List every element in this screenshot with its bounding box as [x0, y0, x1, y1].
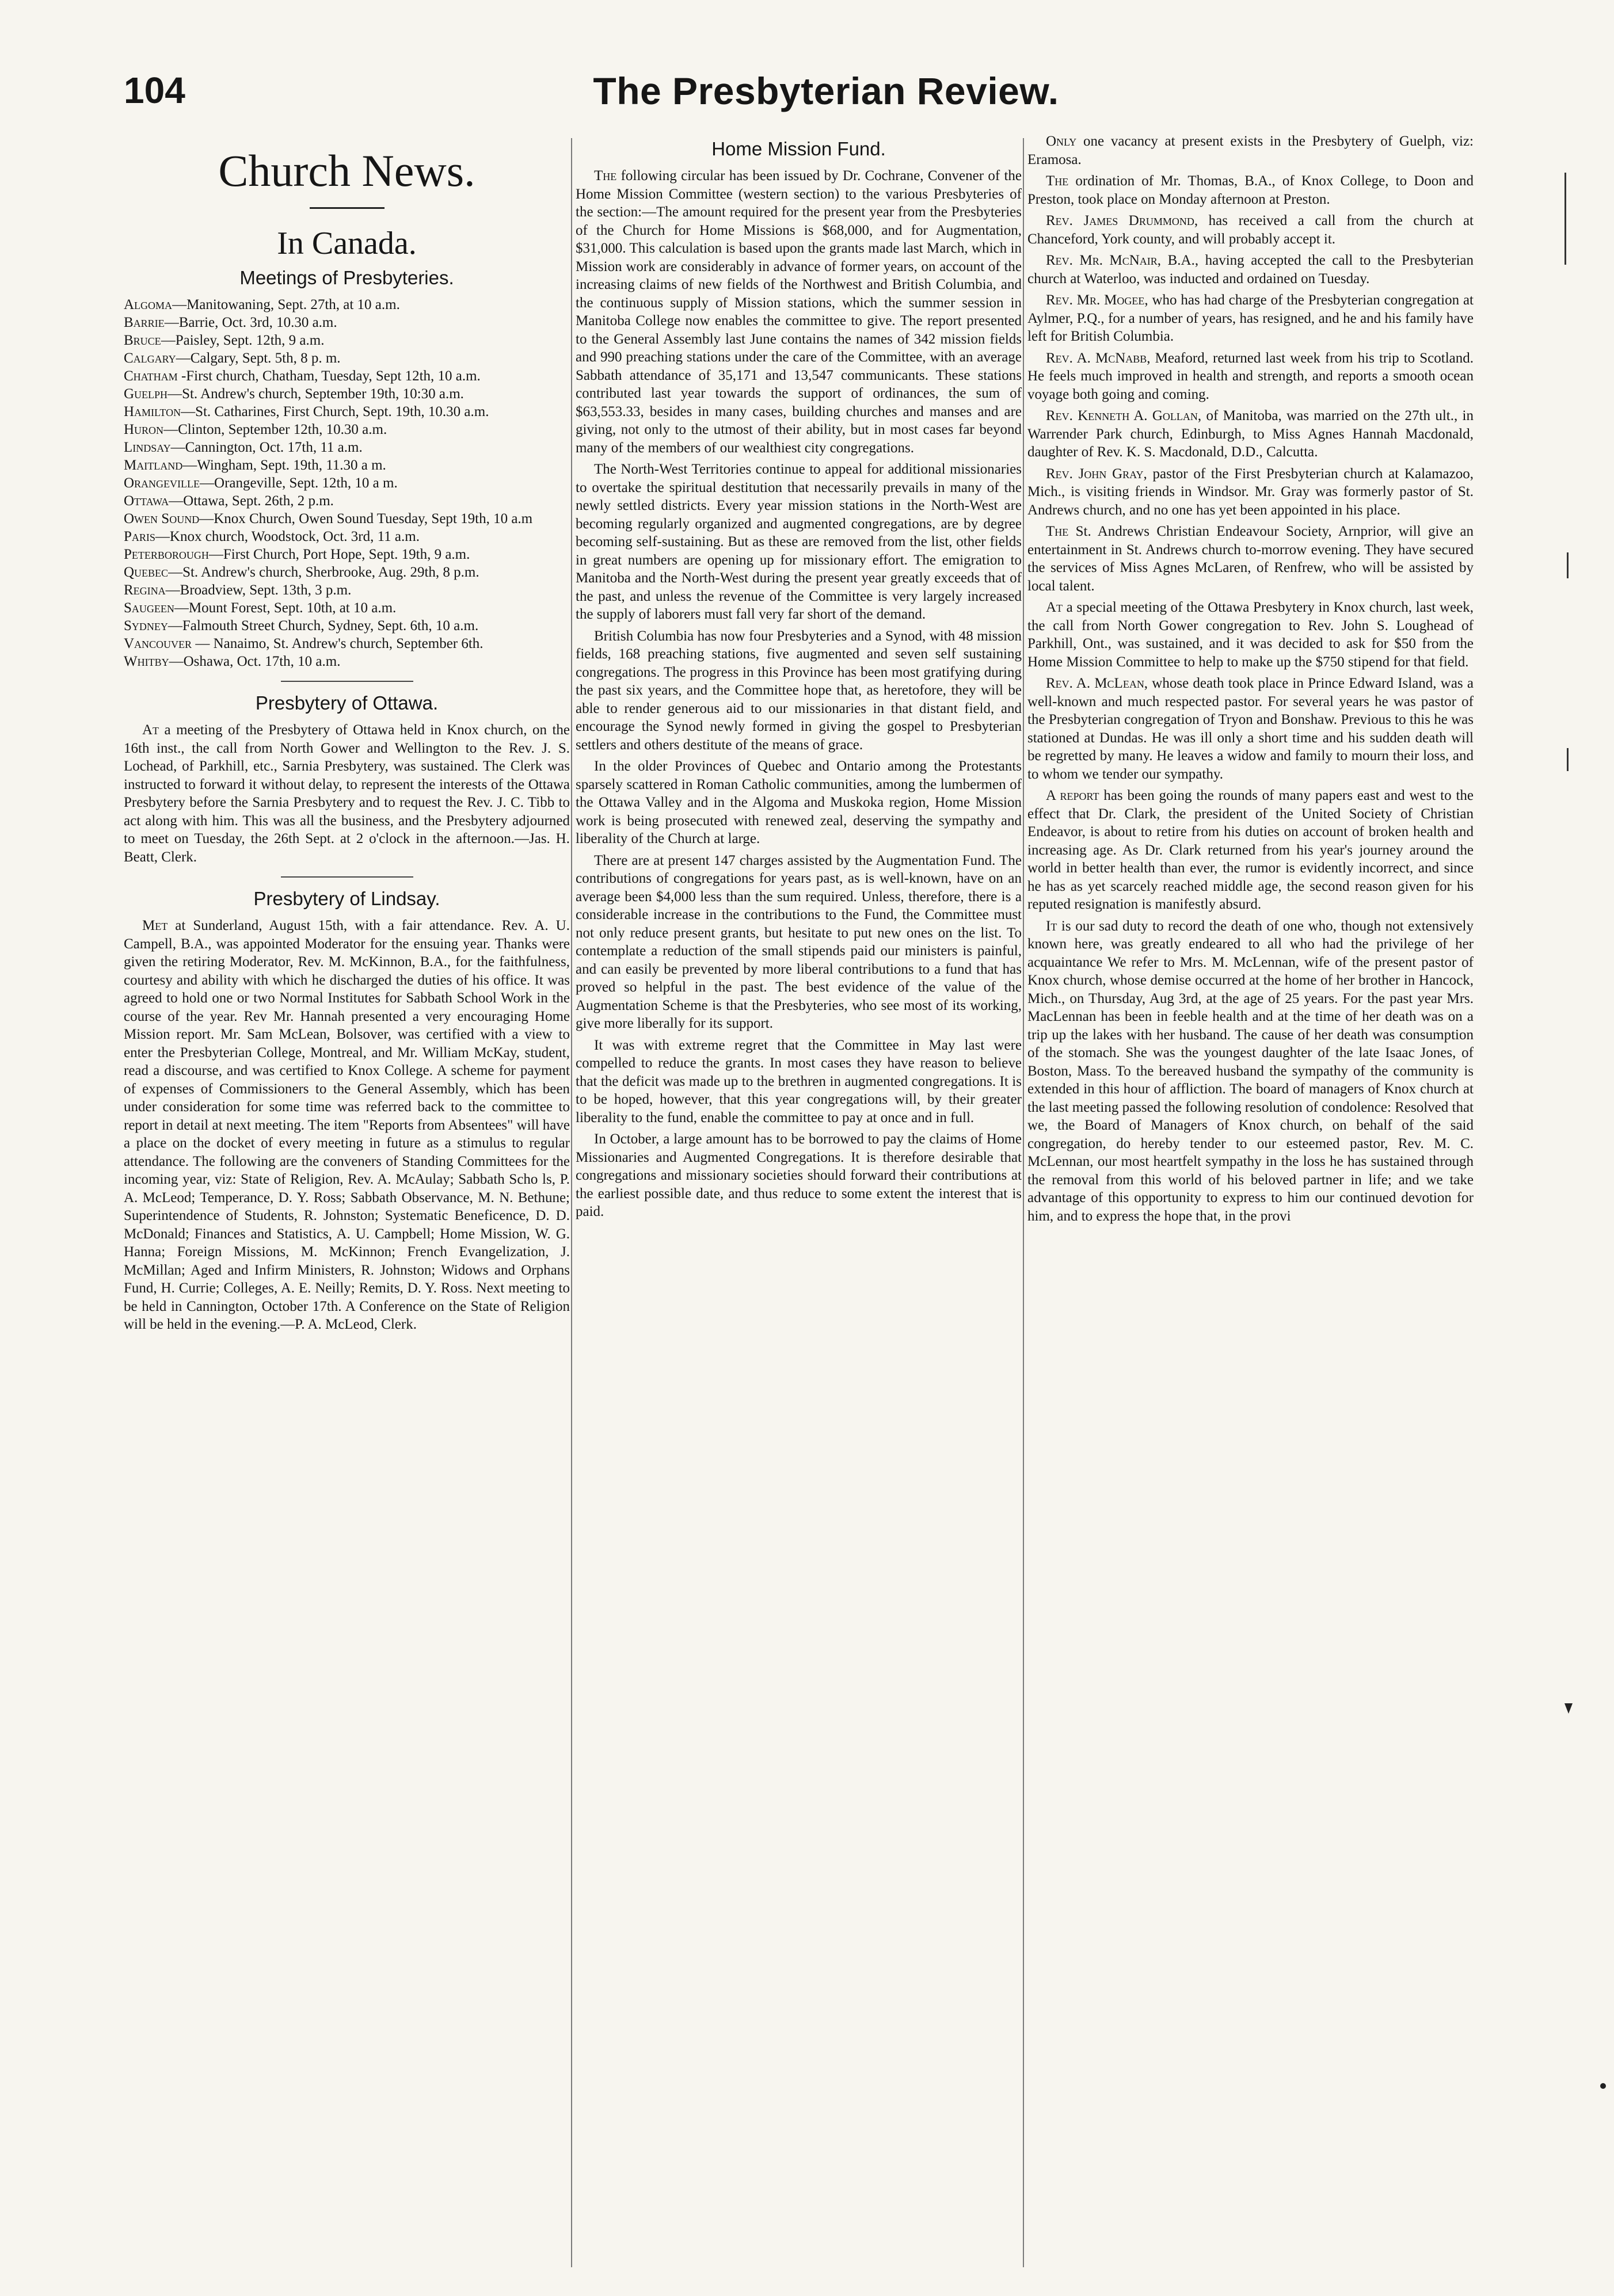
running-head	[124, 69, 1528, 127]
presbytery-name: Hamilton	[124, 404, 181, 420]
article-body: at Sunderland, August 15th, with a fair attendance. Rev. A. U. Campell, B.A., was appointed Moderator for the ensuing year. Thanks were given the retiring Moderator, Rev. M. McKinnon, B.A., for the faithfulness, courtesy and ability with which he discharged the duties of his office. It was agreed to hold one or two Normal Institutes for Sabbath School Work in the course of the year. Rev Mr. Hannah presented a very encouraging Home Mission report. Mr. Sam McLean, Bolsover, was certified with a view to enter the Presbyterian College, Montreal, and Mr. William McKay, student, read a discourse, and was certified to Knox College. A scheme for payment of expenses of Commissioners to the General Assembly, which has been under consideration for some time was referred back to the committee to report in detail at next meeting. The item "Reports from Absentees" will have a place on the docket of every meeting in future as a stimulus to regular attendance. The following are the conveners of Standing Committees for the incoming year, viz: State of Religion, Rev. A. McAulay; Sabbath Scho ls, P. A. McLeod; Temperance, D. Y. Ross; Sabbath Observance, M. N. Bethune; Superintendence of Students, R. Johnston; Systematic Beneficence, D. D. McDonald; Finances and Statistics, A. U. Campbell; Home Mission, W. G. Hanna; Foreign Missions, M. McKinnon; French Evangelization, J. McMillan; Aged and Infirm Ministers, R. Johnston; Widows and Orphans Fund, H. Currie; Colleges, A. E. Neilly; Remits, D. Y. Ross. Next meeting to be held in Cannington, October 17th. A Conference on the State of Religion will be held in the evening.—P. A. McLeod, Clerk.	[124, 918, 570, 1333]
presbytery-name: Algoma	[124, 297, 173, 313]
lead-in: Rev. Mr. Mogee,	[1046, 292, 1148, 308]
meeting-entry	[124, 563, 570, 581]
lead-in: Rev. John Gray,	[1046, 466, 1147, 482]
meetings-heading: Meetings of Presbyteries.	[239, 267, 454, 289]
column-1	[124, 132, 570, 2273]
meeting-details: —Barrie, Oct. 3rd, 10.30 a.m.	[164, 315, 337, 331]
presbytery-name: Vancouver	[124, 636, 192, 652]
meeting-entry	[124, 331, 570, 349]
presbytery-name: Lindsay	[124, 440, 171, 456]
meeting-details: —Ottawa, Sept. 26th, 2 p.m.	[169, 493, 334, 509]
lead-in: At	[142, 722, 159, 738]
presbytery-name: Sydney	[124, 618, 168, 634]
meeting-entry	[124, 438, 570, 456]
meeting-details: —St. Andrew's church, Sherbrooke, Aug. 29th, 8 p.m.	[168, 565, 479, 581]
meeting-entry	[124, 635, 570, 653]
article-divider	[281, 876, 413, 878]
lead-in: The	[594, 168, 617, 184]
meeting-entry	[124, 349, 570, 367]
presbytery-name: Maitland	[124, 457, 183, 474]
news-paragraph	[1027, 407, 1474, 462]
journal-title: The Presbyterian Review.	[593, 70, 1059, 112]
news-paragraph	[576, 852, 1022, 1033]
paragraph-body: In the older Provinces of Quebec and Ontario among the Protestants sparsely scattered in Roman Catholic communities, among the lumbermen of the Ottawa Valley and in the Algoma and Muskoka region, Home Mission work is being prosecuted with renewed zeal, deserving the sympathy and liberality of the Church at large.	[576, 758, 1022, 846]
news-paragraph	[1027, 917, 1474, 1226]
news-paragraph	[1027, 465, 1474, 520]
paragraph-body: British Columbia has now four Presbyteries and a Synod, with 48 mission fields, 168 preaching stations, five augmented and seven self sustaining congregations. The progress in this Province has been most gratifying during the past six years, and the Committee hope that, as heretofore, they will be able to render generous aid to our missionaries in that distant field, and encourage the Synod newly formed in giving the gospel to Presbyterian settlers and others destitute of the means of grace.	[576, 628, 1022, 753]
news-paragraph	[576, 627, 1022, 754]
presbytery-name: Chatham	[124, 368, 178, 384]
presbytery-name: Quebec	[124, 565, 169, 581]
meeting-entry	[124, 474, 570, 492]
news-paragraph	[1027, 251, 1474, 288]
meeting-entry	[124, 653, 570, 670]
news-paragraph	[1027, 522, 1474, 595]
presbytery-name: Paris	[124, 529, 155, 545]
article-heading-lindsay: Presbytery of Lindsay.	[253, 888, 440, 910]
article-heading-home-mission: Home Mission Fund.	[711, 138, 886, 159]
meeting-details: —Knox church, Woodstock, Oct. 3rd, 11 a.m.	[155, 529, 420, 545]
news-paragraph	[1027, 787, 1474, 914]
presbytery-name: Saugeen	[124, 600, 174, 616]
paragraph-body: In October, a large amount has to be borrowed to pay the claims of Home Missionaries and Augmented Congregations. It is therefore desirable that congregations and missionary societies should forward their contributions at the earliest possible date, and thus reduce to some extent the interest that is paid.	[576, 1131, 1022, 1219]
news-paragraph	[576, 167, 1022, 457]
paragraph-body: whose death took place in Prince Edward Island, was a well-known and much respected pastor. For several years he was pastor of the Presbyterian congregation of Tryon and Bonshaw. Previous to this he was stationed at Dundas. He was ill only a short time and his sudden death will be regretted by many. He leaves a widow and family to mourn their loss, and to whom we tender our sympathy.	[1027, 676, 1474, 782]
news-paragraph	[1027, 132, 1474, 169]
column-rule	[1023, 138, 1024, 2267]
paragraph-body: following circular has been issued by Dr. Cochrane, Convener of the Home Mission Committee (western section) to the various Presbyteries of the section:—The amount required for the present year from the Presbyteries of the Church for Home Missions is $68,000, and for Augmentation, $31,000. This calculation is based upon the grants made last March, which in Mission work are considerably in advance of former years, on account of the increasing claims of new fields of the Northwest and British Columbia, and the continuous supply of Mission stations, which the summer session in Manitoba College now enables the committee to give. The report presented to the General Assembly last June contains the names of 342 mission fields and 990 preaching stations under the care of the Committee, with an average Sabbath attendance of 35,171 and 13,547 communicants. These stations contributed last year towards the support of ordinances, the sum of $63,553.33, besides in many cases, building churches and manses and are giving, not only to the utmost of their ability, but in most cases far beyond many of the members of our wealthiest city congregations.	[576, 168, 1022, 456]
margin-mark	[1600, 2083, 1606, 2089]
presbytery-name: Huron	[124, 422, 164, 438]
section-title: Church News.	[218, 146, 475, 196]
meeting-details: -First church, Chatham, Tuesday, Sept 12th, 10 a.m.	[177, 368, 481, 384]
presbytery-name: Ottawa	[124, 493, 169, 509]
news-paragraph	[1027, 674, 1474, 783]
news-items	[1027, 132, 1474, 1225]
meeting-entry	[124, 367, 570, 385]
meeting-entry	[124, 528, 570, 546]
meeting-details: —Orangeville, Sept. 12th, 10 a m.	[200, 475, 398, 491]
paragraph-body: who has had charge of the Presbyterian congregation at Aylmer, P.Q., for a number of years, has resigned, and he and his family have left for British Columbia.	[1027, 292, 1474, 344]
presbytery-name: Peterborough	[124, 547, 209, 563]
margin-mark	[1567, 552, 1569, 578]
meeting-details: —St. Catharines, First Church, Sept. 19th, 10.30 a.m.	[181, 404, 489, 420]
presbytery-name: Guelph	[124, 386, 168, 402]
meeting-entry	[124, 296, 570, 314]
article-home-mission	[576, 167, 1022, 1221]
meeting-details: —Falmouth Street Church, Sydney, Sept. 6th, 10 a.m.	[168, 618, 479, 634]
news-paragraph	[576, 460, 1022, 624]
lead-in: Rev. James Drummond,	[1046, 213, 1198, 228]
lead-in: Met	[142, 918, 168, 934]
meeting-entry	[124, 581, 570, 599]
news-paragraph	[576, 757, 1022, 848]
news-paragraph	[1027, 212, 1474, 248]
news-paragraph	[1027, 291, 1474, 346]
margin-mark	[1564, 1703, 1573, 1714]
meeting-entry	[124, 403, 570, 421]
lead-in: The	[1046, 524, 1069, 539]
meeting-details: —Mount Forest, Sept. 10th, at 10 a.m.	[174, 600, 397, 616]
paragraph-body: one vacancy at present exists in the Presbytery of Guelph, viz: Eramosa.	[1027, 134, 1474, 167]
article-lindsay	[124, 917, 570, 1334]
paragraph-body: ordination of Mr. Thomas, B.A., of Knox College, to Doon and Preston, took place on Monday afternoon at Preston.	[1027, 173, 1474, 207]
paragraph-body: The North-West Territories continue to appeal for additional missionaries to overtake the spiritual destitution that necessarily prevails in many of the newly settled districts. Every year mission stations in the North-West are becoming regularly organized and augmented congregations, are by degree becoming self-sustaining. But as these are removed from the list, other fields in great numbers are opening up for missionary effort. The emigration to Manitoba and the North-West during the present year greatly exceeds that of the past, and unless the revenue of the Committee is very largely increased the supply of laborers must fall very far short of the demand.	[576, 462, 1022, 622]
meeting-entry	[124, 492, 570, 510]
meeting-entry	[124, 546, 570, 563]
meeting-details: —Cannington, Oct. 17th, 11 a.m.	[170, 440, 363, 456]
paragraph-body: It was with extreme regret that the Committee in May last were compelled to reduce the grants. In most cases they have reason to believe that the deficit was made up to the brethren in augmented congregations. It is to be hoped, however, that this year congregations will, by their greater liberality to the fund, enable the committee to pay at once and in full.	[576, 1037, 1022, 1126]
meeting-entry	[124, 617, 570, 635]
presbytery-name: Regina	[124, 582, 166, 598]
lead-in: A report	[1046, 788, 1099, 803]
meeting-entry	[124, 314, 570, 331]
meeting-details: —Oshawa, Oct. 17th, 10 a.m.	[169, 654, 341, 670]
article-ottawa	[124, 721, 570, 866]
news-paragraph	[1027, 172, 1474, 208]
column-2	[576, 132, 1022, 2273]
meeting-details: —Wingham, Sept. 19th, 11.30 a m.	[182, 457, 386, 474]
paragraph-body: pastor of the First Presbyterian church at Kalamazoo, Mich., is visiting friends in Windsor. Mr. Gray was formerly pastor of St. Andrews church, and no one has yet been appointed in his place.	[1027, 466, 1474, 518]
meetings-list	[124, 296, 570, 670]
news-paragraph	[576, 1130, 1022, 1221]
meeting-details: —Manitowaning, Sept. 27th, at 10 a.m.	[172, 297, 400, 313]
presbytery-name: Bruce	[124, 333, 161, 349]
meeting-entry	[124, 510, 570, 528]
lead-in: It	[1046, 918, 1057, 934]
paragraph-body: B.A., having accepted the call to the Presbyterian church at Waterloo, was inducted and ordained on Tuesday.	[1027, 253, 1474, 287]
meeting-details: —First Church, Port Hope, Sept. 19th, 9 a.m.	[208, 547, 470, 563]
subsection-title: In Canada.	[277, 225, 417, 261]
presbytery-name: Whitby	[124, 654, 169, 670]
news-paragraph	[1027, 349, 1474, 404]
meeting-details: —Paisley, Sept. 12th, 9 a.m.	[161, 333, 325, 349]
meeting-details: —Clinton, September 12th, 10.30 a.m.	[163, 422, 387, 438]
column-3	[1027, 132, 1474, 2273]
meeting-entry	[124, 385, 570, 403]
article-heading-ottawa: Presbytery of Ottawa.	[255, 692, 439, 714]
paragraph-body: has been going the rounds of many papers east and west to the effect that Dr. Clark, the president of the United Society of Christian Endeavor, is about to retire from his duties on account of broken health and increasing age. As Dr. Clark returned from his year's journey around the world in better health than ever, the rumor is evidently incorrect, and since he has as yet scarcely reached middle age, the second reason given for his reputed resignation is manifestly absurd.	[1027, 788, 1474, 912]
paragraph-body: There are at present 147 charges assisted by the Augmentation Fund. The contributions of congregations for years past, as is well-known, have on an average been $4,000 less than the sum required. Unless, therefore, there is a considerable increase in the contributions to the Fund, the Committee must not only reduce present grants, but hesitate to put new ones on the list. To contemplate a reduction of the small stipends paid our ministers is painful, and can easily be prevented by more liberal contributions to a fund that has proved so helpful in the past. The best evidence of the value of the Augmentation Scheme is that the Presbyteries, who see most of its working, give more liberally for its support.	[576, 852, 1022, 1031]
meeting-details: —Knox Church, Owen Sound Tuesday, Sept 19th, 10 a.m	[199, 511, 533, 527]
presbytery-name: Owen Sound	[124, 511, 200, 527]
lead-in: Rev. Mr. McNair,	[1046, 253, 1162, 268]
news-paragraph	[576, 1036, 1022, 1127]
paragraph-body: is our sad duty to record the death of one who, though not extensively known here, was greatly endeared to all who had the privilege of her acquaintance We refer to Mrs. M. McLennan, wife of the present pastor of Knox church, whose demise occurred at the home of her brother in Hancock, Mich., on Thursday, Aug 3rd, at the age of 25 years. For the past year Mrs. MacLennan has been in feeble health and at the time of her death was on a trip up the lakes with her husband. The cause of her death was consumption of the stomach. She was the youngest daughter of the late Isaac Jones, of Boston, Mass. To the bereaved husband the sympathy of the community is extended in this hour of affliction. The board of managers of Knox church at the last meeting passed the following resolution of condolence: Resolved that we, the Board of Managers of Knox church, on behalf of the said congregation, do hereby tender to our esteemed pastor, Rev. M. C. McLennan, our most heartfelt sympathy in the loss he has sustained through the removal from this world of his beloved partner in life; and we take advantage of this opportunity to express to him our continued devotion for him, and to express the hope that, in the provi	[1027, 918, 1474, 1224]
presbytery-name: Orangeville	[124, 475, 200, 491]
paragraph-body: St. Andrews Christian Endeavour Society, Arnprior, will give an entertainment in St. Andrews church to-morrow evening. They have secured the services of Miss Agnes McLaren, of Renfrew, who will be assisted by local talent.	[1027, 524, 1474, 594]
lead-in: Rev. A. McLean,	[1046, 676, 1148, 691]
lead-in: Rev. Kenneth A. Gollan,	[1046, 408, 1202, 424]
paragraph-body: Meaford, returned last week from his trip to Scotland. He feels much improved in health and strength, and reports a smooth ocean voyage both going and coming.	[1027, 350, 1474, 402]
article-divider	[281, 681, 413, 682]
lead-in: At	[1046, 600, 1063, 615]
article-body: a meeting of the Presbytery of Ottawa held in Knox church, on the 16th inst., the call from North Gower and Wellington to the Rev. J. S. Lochead, of Parkhill, etc., Sarnia Presbytery, was sustained. The Clerk was instructed to forward it without delay, to represent the interests of the Ottawa Presbytery before the Sarnia Presbytery and to request the Rev. J. C. Tibb to act along with him. This was all the business, and the Presbytery adjourned to meet on Tuesday, the 26th Sept. at 2 o'clock in the afternoon.—Jas. H. Beatt, Clerk.	[124, 722, 570, 865]
meeting-details: —Calgary, Sept. 5th, 8 p. m.	[176, 350, 341, 367]
presbytery-name: Calgary	[124, 350, 176, 367]
margin-mark	[1567, 748, 1569, 771]
column-rule	[571, 138, 572, 2267]
meeting-entry	[124, 456, 570, 474]
presbytery-name: Barrie	[124, 315, 165, 331]
meeting-details: —St. Andrew's church, September 19th, 10:30 a.m.	[168, 386, 464, 402]
meeting-entry	[124, 599, 570, 617]
lead-in: Only	[1046, 134, 1077, 149]
meeting-details: —Broadview, Sept. 13th, 3 p.m.	[165, 582, 352, 598]
news-paragraph	[1027, 598, 1474, 671]
margin-mark	[1564, 173, 1566, 265]
paragraph-body: has received a call from the church at Chanceford, York county, and will probably accept it.	[1027, 213, 1474, 247]
paragraph-body: of Manitoba, was married on the 27th ult., in Warrender Park church, Edinburgh, to Miss Agnes Hannah Macdonald, daughter of Rev. K. S. Macdonald, D.D., Calcutta.	[1027, 408, 1474, 460]
page-number: 104	[124, 70, 185, 111]
meeting-details: — Nanaimo, St. Andrew's church, September 6th.	[192, 636, 484, 652]
section-divider	[310, 207, 385, 209]
meeting-entry	[124, 421, 570, 438]
lead-in: Rev. A. McNabb,	[1046, 350, 1151, 366]
paragraph-body: a special meeting of the Ottawa Presbytery in Knox church, last week, the call from North Gower congregation to Rev. John S. Loughead of Parkhill, Ont., was sustained, and it was decided to ask for $50 from the Home Mission Committee to help to make up the $750 stipend for that field.	[1027, 600, 1474, 670]
lead-in: The	[1046, 173, 1069, 189]
